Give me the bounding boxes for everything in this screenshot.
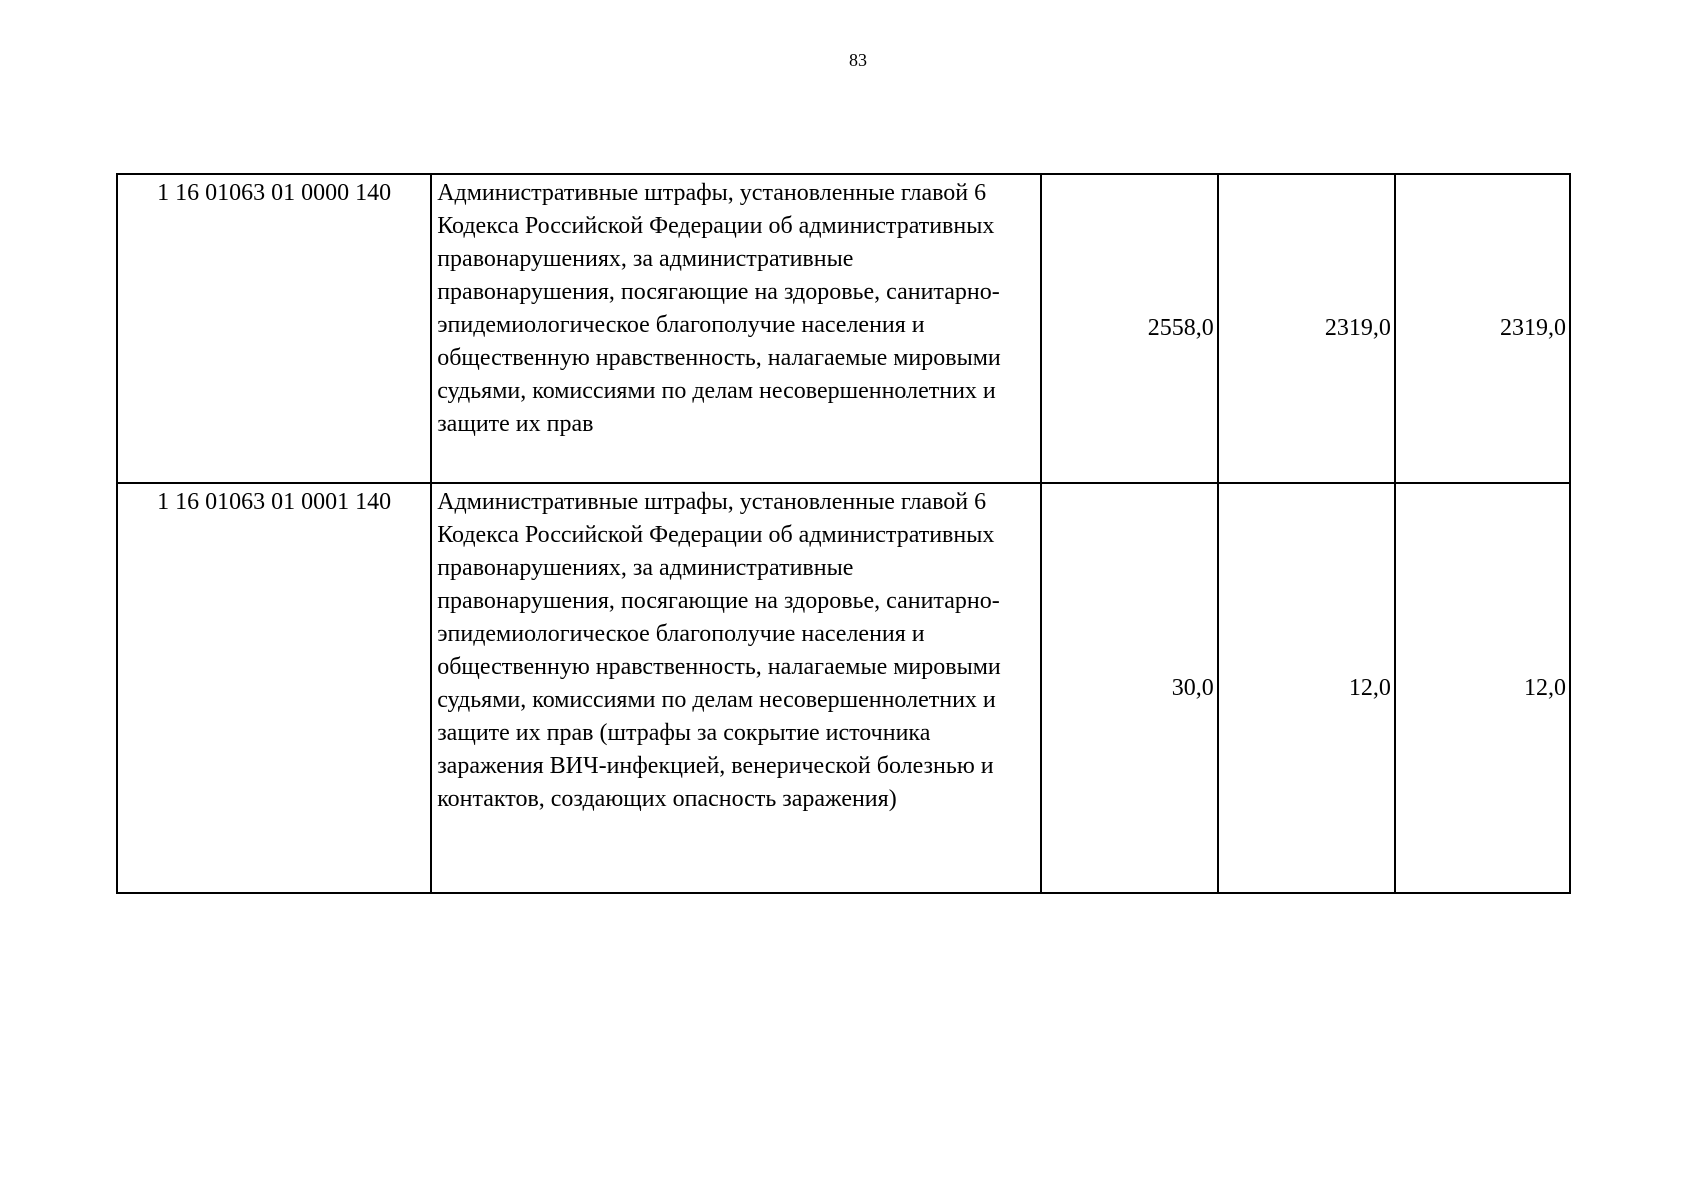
value-cell-3: 2319,0 <box>1395 174 1570 483</box>
description-cell: Административные штрафы, установленные главой 6 Кодекса Российской Федерации об административных правонарушениях, за административные правонарушения, посягающие на здоровье, санитарно-эпидемиологическое благополучие населения и общественную нравственность, налагаемые мировыми судьями, комиссиями по делам несовершеннолетних и защите их прав (штрафы за сокрытие источника заражения ВИЧ-инфекцией, венерической болезнью и контактов, создающих опасность заражения) <box>431 483 1040 893</box>
value-cell-2: 12,0 <box>1218 483 1395 893</box>
budget-code-cell: 1 16 01063 01 0000 140 <box>117 174 431 483</box>
table-row <box>117 174 1570 483</box>
page-number: 83 <box>849 50 867 70</box>
revenue-table <box>116 173 1571 894</box>
value-cell-2: 2319,0 <box>1218 174 1395 483</box>
value-cell-3: 12,0 <box>1395 483 1570 893</box>
description-cell: Административные штрафы, установленные главой 6 Кодекса Российской Федерации об административных правонарушениях, за административные правонарушения, посягающие на здоровье, санитарно-эпидемиологическое благополучие населения и общественную нравственность, налагаемые мировыми судьями, комиссиями по делам несовершеннолетних и защите их прав <box>431 174 1040 483</box>
table-row <box>117 483 1570 893</box>
budget-code-cell: 1 16 01063 01 0001 140 <box>117 483 431 893</box>
value-cell-1: 30,0 <box>1041 483 1218 893</box>
value-cell-1: 2558,0 <box>1041 174 1218 483</box>
